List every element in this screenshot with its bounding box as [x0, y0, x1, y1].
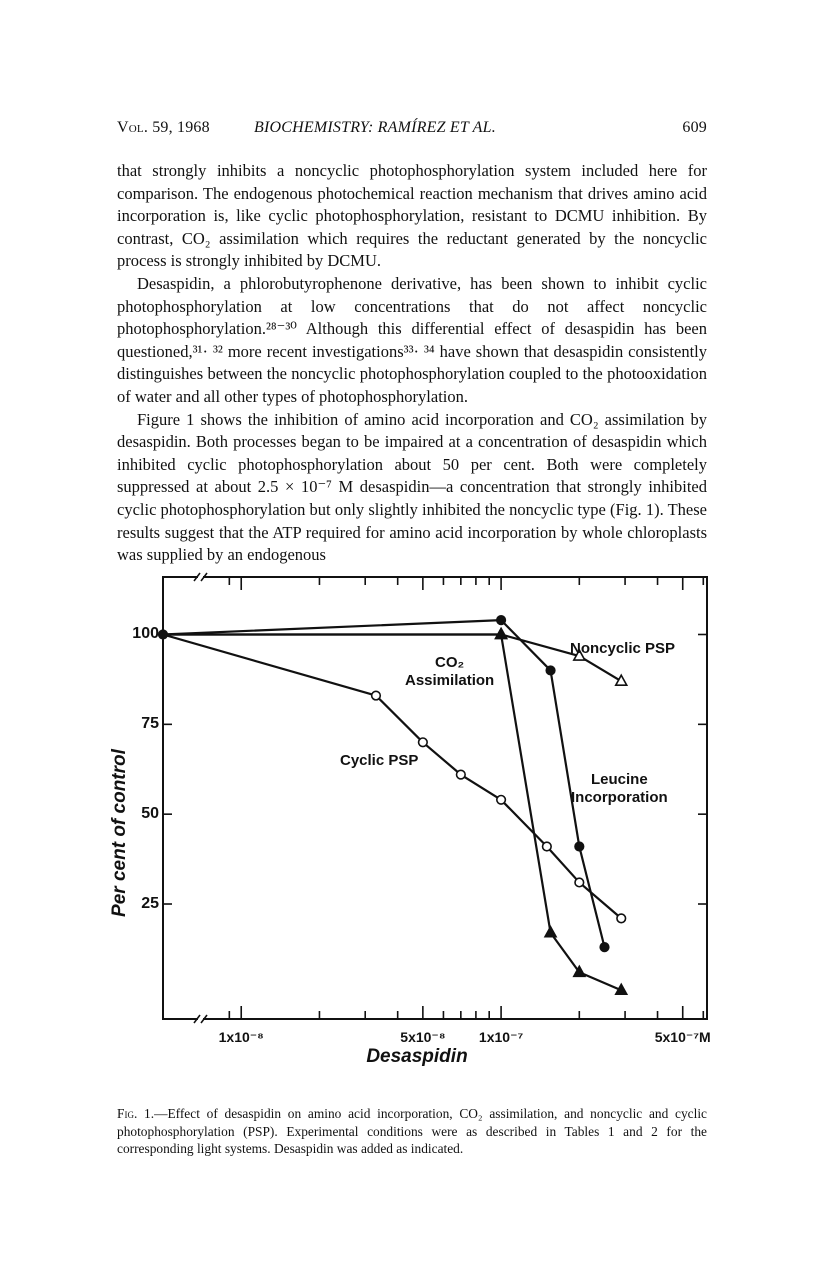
- caption-text: —Effect of desaspidin on amino acid incorporation, CO₂ assimilation, and noncyclic and cyclic photophosphorylation (PSP). Experimental conditions were as described in Tables 1 and 2 for the corresponding light systems. Desaspidin was added as indicated.: [117, 1106, 707, 1156]
- paragraph: Figure 1 shows the inhibition of amino acid incorporation and CO₂ assimilation by desaspidin. Both processes began to be impaired at a concentration of desaspidin which inhibited cyclic photophosphorylation about 50 per cent. Both were completely suppressed at about 2.5 × 10⁻⁷ M desaspidin—a concentration that strongly inhibited cyclic photophosphorylation but only slightly inhibited the noncyclic type (Fig. 1). These results suggest that the ATP required for amino acid incorporation by whole chloroplasts was supplied by an endogenous: [117, 409, 707, 565]
- data-point-cyclic-psp: [575, 878, 584, 887]
- x-tick-label: 5x10⁻⁷M: [654, 1029, 711, 1045]
- figure-1: [100, 566, 740, 1086]
- data-point-leucine-incorporation: [575, 842, 584, 851]
- y-tick-label: 25: [141, 895, 159, 912]
- series-label-noncyclic-psp: Noncyclic PSP: [570, 640, 676, 657]
- y-tick-label: 50: [141, 805, 159, 823]
- data-point-cyclic-psp: [372, 691, 381, 700]
- data-point-cyclic-psp: [617, 914, 626, 923]
- page-number: 609: [682, 119, 707, 136]
- series-label-co-assimilation: CO₂ Assimilation: [405, 654, 495, 689]
- data-point-cyclic-psp: [419, 738, 428, 747]
- data-point-control: [159, 630, 168, 639]
- paragraph: that strongly inhibits a noncyclic photophosphorylation system included here for comparison. The endogenous photochemical reaction mechanism that drives amino acid incorporation is, like cyclic photophosphorylation, resistant to DCMU inhibition. By contrast, CO₂ assimilation which requires the reductant generated by the noncyclic process is strongly inhibited by DCMU.: [117, 161, 707, 271]
- x-axis-title: Desaspidin: [366, 1046, 468, 1067]
- series-label-cyclic-psp: Cyclic PSP: [340, 752, 419, 769]
- volume-label: Vol. 59, 1968: [117, 119, 210, 136]
- y-axis-title: Per cent of control: [109, 749, 130, 917]
- series-label-leucine-incorporation: Leucine Incorporation: [571, 771, 668, 806]
- data-point-cyclic-psp: [543, 842, 552, 851]
- journal-title: BIOCHEMISTRY: RAMÍREZ ET AL.: [254, 119, 496, 136]
- data-point-cyclic-psp: [497, 795, 506, 804]
- figure-number: Fig. 1.: [117, 1106, 155, 1121]
- y-tick-label: 75: [141, 715, 159, 733]
- x-tick-label: 1x10⁻⁸: [218, 1029, 264, 1045]
- paragraph: Desaspidin, a phlorobutyrophenone derivative, has been shown to inhibit cyclic photophosphorylation at low concentrations that do not affect noncyclic photophosphorylation.²⁸⁻³⁰ Although this differential effect of desaspidin has been questioned,³¹· ³² more recent investigations³³· ³⁴ have shown that desaspidin consistently distinguishes between the noncyclic photophosphorylation coupled to the photooxidation of water and all other types of photophosphorylation.: [117, 273, 707, 406]
- x-tick-label: 1x10⁻⁷: [478, 1029, 524, 1045]
- data-point-leucine-incorporation: [600, 943, 609, 952]
- figure-caption: [117, 1105, 707, 1158]
- data-point-noncyclic-psp: [616, 675, 627, 685]
- data-point-leucine-incorporation: [546, 666, 555, 675]
- series-line-leucine-incorporation: [163, 620, 604, 947]
- data-point-cyclic-psp: [457, 770, 466, 779]
- data-point-leucine-incorporation: [497, 616, 506, 625]
- x-tick-label: 5x10⁻⁸: [400, 1029, 446, 1045]
- data-point-co-assimilation: [545, 927, 556, 937]
- body-text: [117, 160, 707, 567]
- running-head: [117, 119, 707, 143]
- y-tick-label: 100: [132, 625, 159, 643]
